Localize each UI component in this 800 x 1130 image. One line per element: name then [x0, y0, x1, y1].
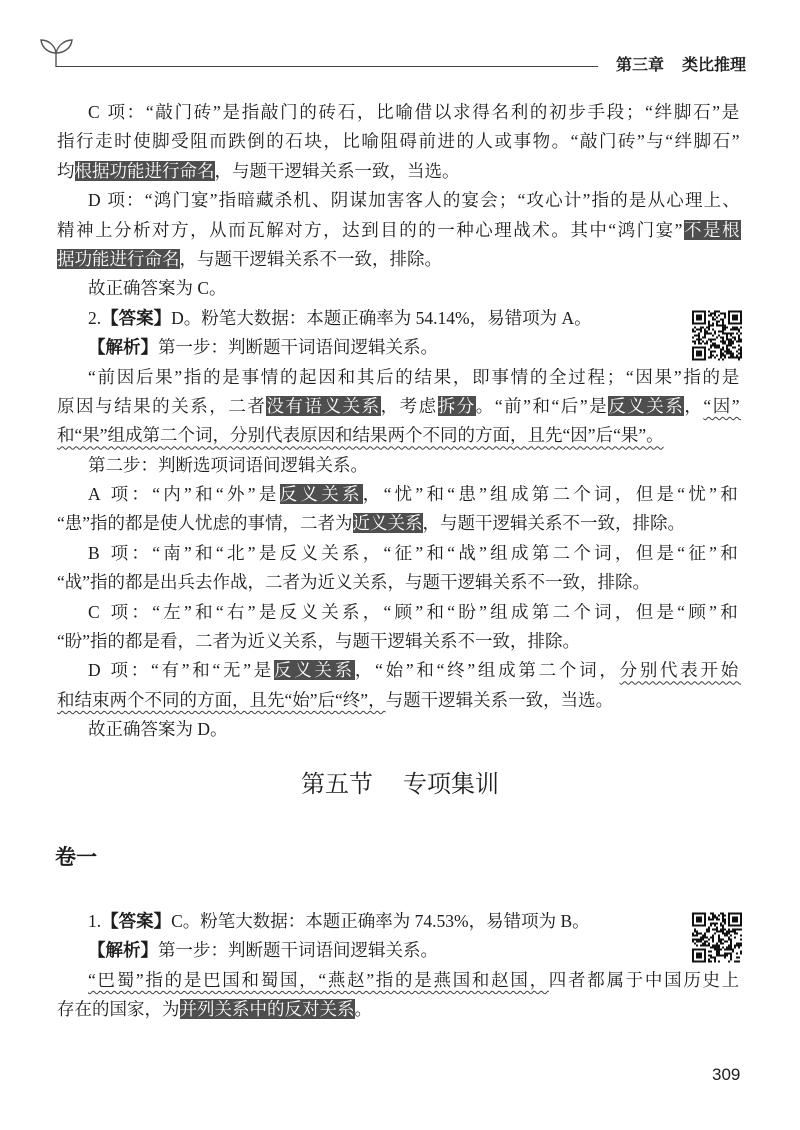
- text-segment: “患”指的都是使人忧虑的事情，二者为: [57, 513, 353, 534]
- highlighted-text: 反义关系: [279, 484, 363, 505]
- volume-title: 卷一: [55, 846, 97, 869]
- text-segment: 故正确答案为 D。: [88, 719, 228, 740]
- text-line: [57, 627, 741, 656]
- paragraph: [57, 304, 741, 333]
- text-line: [57, 274, 741, 303]
- text-line: [57, 304, 741, 333]
- paragraph: [57, 656, 741, 715]
- page-number: 309: [712, 1065, 741, 1084]
- text-line: [57, 157, 741, 186]
- chapter-title: 类比推理: [681, 57, 746, 74]
- wavy-underlined-text: 和结束两个不同的方面，且先“始”后“终”，: [57, 689, 386, 710]
- text-segment: 与题干逻辑关系一致，当选。: [385, 689, 614, 710]
- text-segment: 第一步：判断题干词语间逻辑关系。: [158, 940, 438, 961]
- text-line: [57, 907, 741, 936]
- text-line: [57, 392, 741, 421]
- answer-analysis-block: [57, 98, 741, 745]
- text-segment: ，与题干逻辑关系不一致，排除。: [422, 513, 686, 534]
- text-segment: D 项：“有”和“无”是: [88, 660, 274, 681]
- text-segment: 。: [354, 999, 372, 1020]
- bold-label: 【答案】: [101, 307, 172, 328]
- sprout-right-leaf: [56, 40, 72, 53]
- text-line: [57, 216, 741, 245]
- text-segment: 均: [57, 160, 75, 181]
- text-segment: 原因与结果的关系，二者: [57, 395, 267, 416]
- text-line: [57, 568, 741, 597]
- wavy-underlined-text: “因”: [703, 395, 742, 416]
- text-segment: ，“始”和“终”组成第二个词，: [354, 660, 620, 681]
- text-segment: A 项：“内”和“外”是: [88, 484, 280, 505]
- text-line: [57, 656, 741, 685]
- bold-label: 【解析】: [88, 940, 158, 961]
- text-line: [57, 333, 741, 362]
- text-line: [57, 686, 741, 715]
- text-segment: 1.: [88, 911, 102, 931]
- text-segment: 指行走时使脚受阻而跌倒的石块，比喻阻碍前进的人或事物。“敲门砖”与“绊脚石”: [57, 131, 741, 152]
- highlighted-text: 不是根: [683, 219, 741, 240]
- text-line: [57, 451, 741, 480]
- text-line: [57, 539, 741, 568]
- section-title: [0, 770, 800, 800]
- text-segment: D 项：“鸿门宴”指暗藏杀机、阴谋加害客人的宴会；“攻心计”指的是从心理上、: [88, 190, 741, 211]
- text-segment: 故正确答案为 C。: [88, 278, 227, 299]
- paragraph: [57, 936, 741, 965]
- text-line: [57, 715, 741, 744]
- text-segment: C 项：“敲门砖”是指敲门的砖石，比喻借以求得名利的初步手段；“绊脚石”是: [88, 102, 741, 122]
- sprout-icon: [38, 36, 74, 68]
- text-segment: “前因后果”指的是事情的起因和其后的结果，即事情的全过程；“因果”指的是: [88, 366, 741, 387]
- text-segment: ，“忧”和“患”组成第二个词，但是“忧”和: [362, 484, 741, 505]
- text-segment: ，: [684, 395, 704, 416]
- paragraph: [57, 598, 741, 657]
- text-line: [57, 186, 741, 215]
- bold-label: 【答案】: [101, 911, 172, 931]
- text-line: [57, 509, 741, 538]
- section-name: 专项集训: [403, 772, 499, 798]
- paragraph: [57, 715, 741, 744]
- highlighted-text: 并列关系中的反对关系: [179, 999, 355, 1020]
- paragraph: [57, 966, 741, 1025]
- highlighted-text: 拆分: [437, 395, 476, 416]
- text-line: [57, 245, 741, 274]
- text-segment: C。粉笔大数据：本题正确率为 74.53%，易错项为 B。: [171, 911, 590, 931]
- paragraph: [57, 907, 741, 936]
- text-segment: 四者都属于中国历史上: [548, 969, 741, 990]
- paragraph: [57, 539, 741, 598]
- paragraph: [57, 186, 741, 274]
- text-segment: C 项：“左”和“右”是反义关系，“顾”和“盼”组成第二个词，但是“顾”和: [88, 601, 741, 622]
- running-header: [616, 56, 746, 76]
- highlighted-text: 近义关系: [352, 513, 423, 534]
- highlighted-text: 反义关系: [273, 660, 355, 681]
- paragraph: [57, 98, 741, 186]
- header-rule: [56, 66, 598, 67]
- text-segment: D。粉笔大数据：本题正确率为 54.14%，易错项为 A。: [171, 307, 592, 328]
- text-segment: 第二步：判断选项词语间逻辑关系。: [88, 454, 368, 475]
- text-segment: ，考虑: [380, 395, 438, 416]
- text-line: [57, 127, 741, 156]
- paragraph: [57, 274, 741, 303]
- bold-label: 【解析】: [88, 337, 158, 358]
- paragraph: [57, 363, 741, 451]
- section-number: 第五节: [301, 772, 373, 798]
- paragraph: [57, 451, 741, 480]
- text-line: [57, 936, 741, 965]
- sprout-left-leaf: [41, 40, 56, 53]
- text-segment: ，与题干逻辑关系一致，当选。: [214, 160, 460, 181]
- paragraph: [57, 333, 741, 362]
- highlighted-text: 据功能进行命名: [57, 248, 180, 269]
- exercise-block: [57, 907, 741, 1025]
- text-line: [57, 98, 741, 127]
- qr-code: [692, 912, 742, 963]
- wavy-underlined-text: 和“果”组成第二个词，分别代表原因和结果两个不同的方面，且先“因”后“果”。: [57, 425, 664, 446]
- highlighted-text: 反义关系: [608, 395, 685, 416]
- text-line: [57, 421, 741, 450]
- text-line: [57, 995, 741, 1024]
- text-segment: 存在的国家，为: [57, 999, 180, 1020]
- text-segment: ，与题干逻辑关系不一致，排除。: [179, 248, 442, 269]
- text-line: [57, 598, 741, 627]
- qr-code: [692, 310, 742, 361]
- text-segment: 精神上分析对方，从而瓦解对方，达到目的的一种心理战术。其中“鸿门宴”: [57, 219, 684, 240]
- text-segment: B 项：“南”和“北”是反义关系，“征”和“战”组成第二个词，但是“征”和: [88, 542, 741, 563]
- chapter-label: 第三章: [615, 57, 664, 74]
- text-segment: “战”指的都是出兵去作战，二者为近义关系，与题干逻辑关系不一致，排除。: [57, 572, 651, 593]
- highlighted-text: 没有语义关系: [266, 395, 381, 416]
- text-line: [57, 966, 741, 995]
- highlighted-text: 根据功能进行命名: [74, 160, 215, 181]
- text-segment: 2.: [88, 307, 102, 328]
- wavy-underlined-text: 分别代表开始: [619, 660, 742, 681]
- wavy-underlined-text: “巴蜀”指的是巴国和蜀国，“燕赵”指的是燕国和赵国，: [88, 969, 549, 990]
- text-line: [57, 363, 741, 392]
- text-segment: 。“前”和“后”是: [475, 395, 609, 416]
- paragraph: [57, 480, 741, 539]
- text-segment: “盼”指的都是看，二者为近义关系，与题干逻辑关系不一致，排除。: [57, 631, 581, 652]
- text-segment: 第一步：判断题干词语间逻辑关系。: [158, 337, 438, 358]
- text-line: [57, 480, 741, 509]
